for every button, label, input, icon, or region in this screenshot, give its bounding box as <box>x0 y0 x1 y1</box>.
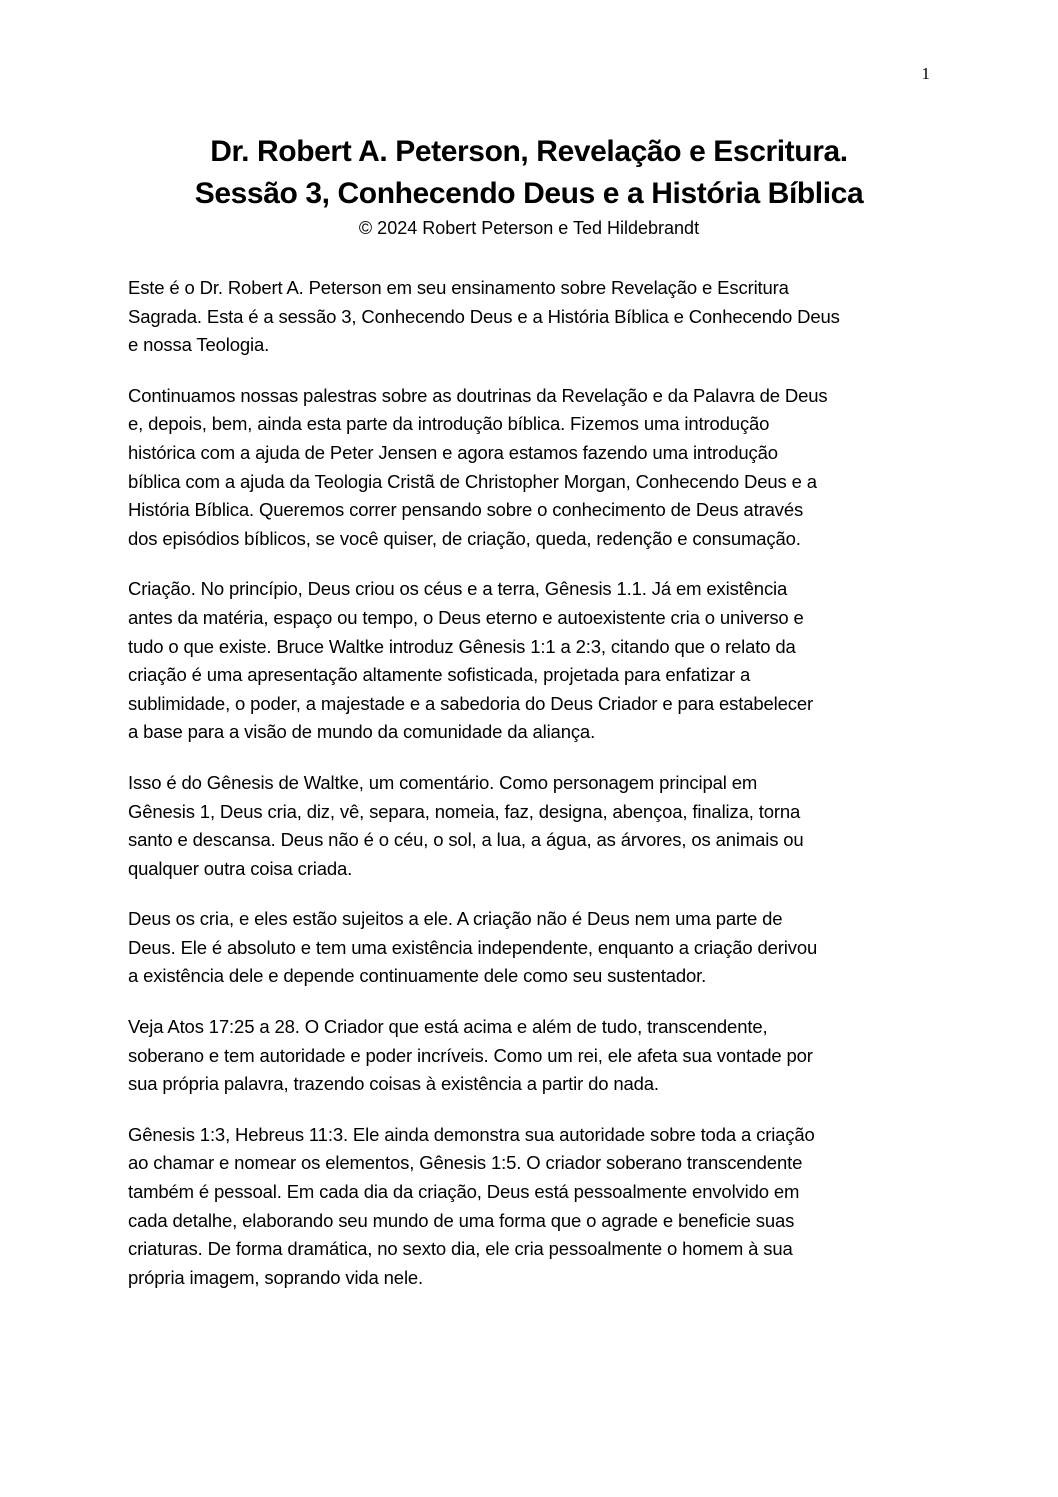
paragraph-line: a existência dele e depende continuamente dele como seu sustentador. <box>128 965 707 987</box>
title-line-2: Sessão 3, Conhecendo Deus e a História Bíblica <box>194 177 864 210</box>
paragraph-line: Veja Atos 17:25 a 28. O Criador que está acima e além de tudo, transcendente, <box>128 1016 768 1038</box>
paragraph-4 <box>128 769 930 883</box>
paragraph-line: própria imagem, soprando vida nele. <box>128 1266 424 1288</box>
title-line-1: Dr. Robert A. Peterson, Revelação e Escritura. <box>210 135 848 168</box>
paragraph-line: bíblica com a ajuda da Teologia Cristã de Christopher Morgan, Conhecendo Deus e a <box>128 470 817 492</box>
paragraph-line: Deus os cria, e eles estão sujeitos a ele. A criação não é Deus nem uma parte de <box>128 908 783 930</box>
paragraph-7 <box>128 1121 930 1293</box>
paragraph-line: criaturas. De forma dramática, no sexto dia, ele cria pessoalmente o homem à sua <box>128 1238 793 1260</box>
paragraph-line: Sagrada. Esta é a sessão 3, Conhecendo Deus e a História Bíblica e Conhecendo Deus <box>128 305 840 327</box>
paragraph-line: tudo o que existe. Bruce Waltke introduz Gênesis 1:1 a 2:3, citando que o relato da <box>128 635 796 657</box>
paragraph-line: Gênesis 1:3, Hebreus 11:3. Ele ainda demonstra sua autoridade sobre toda a criação <box>128 1123 815 1145</box>
paragraph-line: Isso é do Gênesis de Waltke, um comentário. Como personagem principal em <box>128 771 758 793</box>
paragraph-line: a base para a visão de mundo da comunidade da aliança. <box>128 721 596 743</box>
document-body <box>128 274 930 1314</box>
document-header <box>128 131 930 239</box>
paragraph-line: e, depois, bem, ainda esta parte da introdução bíblica. Fizemos uma introdução <box>128 413 770 435</box>
paragraph-5 <box>128 905 930 991</box>
paragraph-line: antes da matéria, espaço ou tempo, o Deus eterno e autoexistente cria o universo e <box>128 606 804 628</box>
copyright-notice: © 2024 Robert Peterson e Ted Hildebrandt <box>358 218 700 238</box>
paragraph-1 <box>128 274 930 360</box>
paragraph-line: qualquer outra coisa criada. <box>128 857 353 879</box>
paragraph-line: Criação. No princípio, Deus criou os céus e a terra, Gênesis 1.1. Já em existência <box>128 578 788 600</box>
paragraph-line: e nossa Teologia. <box>128 334 270 356</box>
paragraph-line: também é pessoal. Em cada dia da criação, Deus está pessoalmente envolvido em <box>128 1181 800 1203</box>
paragraph-line: Deus. Ele é absoluto e tem uma existência independente, enquanto a criação derivou <box>128 936 818 958</box>
paragraph-line: criação é uma apresentação altamente sofisticada, projetada para enfatizar a <box>128 664 751 686</box>
paragraph-2 <box>128 382 930 554</box>
paragraph-line: Gênesis 1, Deus cria, diz, vê, separa, nomeia, faz, designa, abençoa, finaliza, torna <box>128 800 801 822</box>
paragraph-line: histórica com a ajuda de Peter Jensen e agora estamos fazendo uma introdução <box>128 441 778 463</box>
paragraph-line: História Bíblica. Queremos correr pensando sobre o conhecimento de Deus através <box>128 499 804 521</box>
paragraph-3 <box>128 575 930 747</box>
paragraph-line: soberano e tem autoridade e poder incríveis. Como um rei, ele afeta sua vontade por <box>128 1044 813 1066</box>
paragraph-line: Continuamos nossas palestras sobre as doutrinas da Revelação e da Palavra de Deus <box>128 384 828 406</box>
paragraph-line: santo e descansa. Deus não é o céu, o sol, a lua, a água, as árvores, os animais ou <box>128 829 804 851</box>
paragraph-line: ao chamar e nomear os elementos, Gênesis 1:5. O criador soberano transcendente <box>128 1152 803 1174</box>
paragraph-line: sublimidade, o poder, a majestade e a sabedoria do Deus Criador e para estabelecer <box>128 692 813 714</box>
paragraph-line: cada detalhe, elaborando seu mundo de uma forma que o agrade e beneficie suas <box>128 1209 795 1231</box>
page-number: 1 <box>921 64 930 83</box>
paragraph-line: dos episódios bíblicos, se você quiser, de criação, queda, redenção e consumação. <box>128 527 801 549</box>
paragraph-6 <box>128 1013 930 1099</box>
paragraph-line: Este é o Dr. Robert A. Peterson em seu ensinamento sobre Revelação e Escritura <box>128 277 789 298</box>
paragraph-line: sua própria palavra, trazendo coisas à existência a partir do nada. <box>128 1073 659 1095</box>
